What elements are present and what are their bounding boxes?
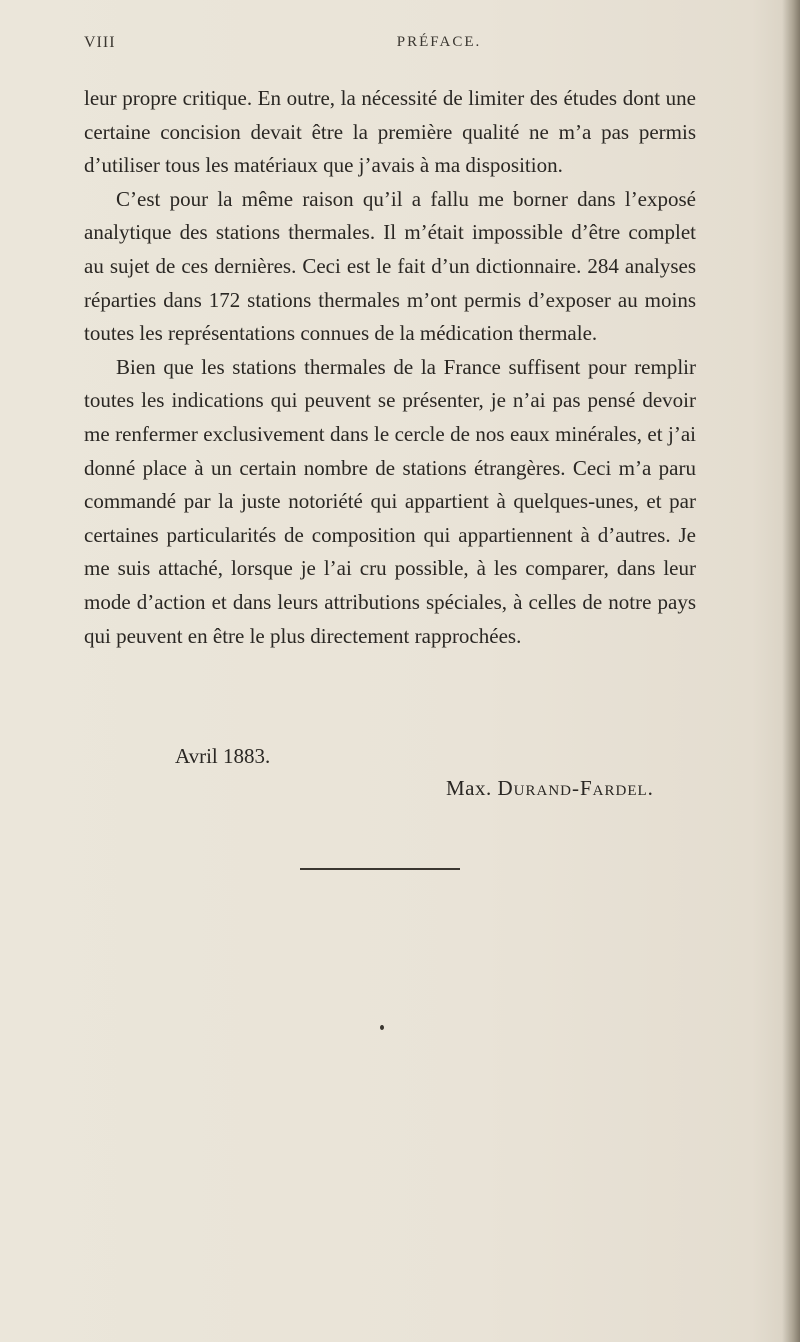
- running-title: PRÉFACE.: [396, 34, 482, 50]
- ink-speck: [380, 1025, 384, 1030]
- closing-rule: [300, 868, 460, 870]
- page-number: VIII: [84, 34, 116, 51]
- signature: [446, 776, 654, 801]
- running-head: [84, 34, 704, 58]
- paragraph-3: Bien que les stations thermales de la France suffisent pour remplir toutes les indications qui peuvent se présenter, je n’ai pas pensé devoir me renfermer exclusivement dans le cercle de nos eaux minérales, et j’ai donné place à un certain nombre de stations étrangères. Ceci m’a paru commandé par la juste notoriété qui appartient à quelques-unes, et par certaines particularités de composition qui appartiennent à d’autres. Je me suis attaché, lorsque je l’ai cru possible, à les comparer, dans leur mode d’action et dans leurs attributions spéciales, à celles de notre pays qui peuvent en être le plus directement rapprochées.: [84, 354, 696, 648]
- signature-last-name: Durand-Fardel.: [497, 776, 654, 800]
- page-edge-shadow: [782, 0, 800, 1342]
- date-line: Avril 1883.: [175, 744, 271, 768]
- paragraph-2: C’est pour la même raison qu’il a fallu me borner dans l’exposé analytique des stations thermales. Il m’était impossible d’être complet au sujet de ces dernières. Ceci est le fait d’un dictionnaire. 284 analyses réparties dans 172 stations thermales m’ont permis d’exposer au moins toutes les représentations connues de la médication thermale.: [84, 186, 696, 346]
- paragraph-1: leur propre critique. En outre, la nécessité de limiter des études dont une certaine concision devait être la première qualité ne m’a pas permis d’utiliser tous les matériaux que j’avais à ma disposition.: [84, 86, 696, 178]
- body-text: [84, 82, 696, 653]
- signature-first-name: Max.: [446, 776, 492, 800]
